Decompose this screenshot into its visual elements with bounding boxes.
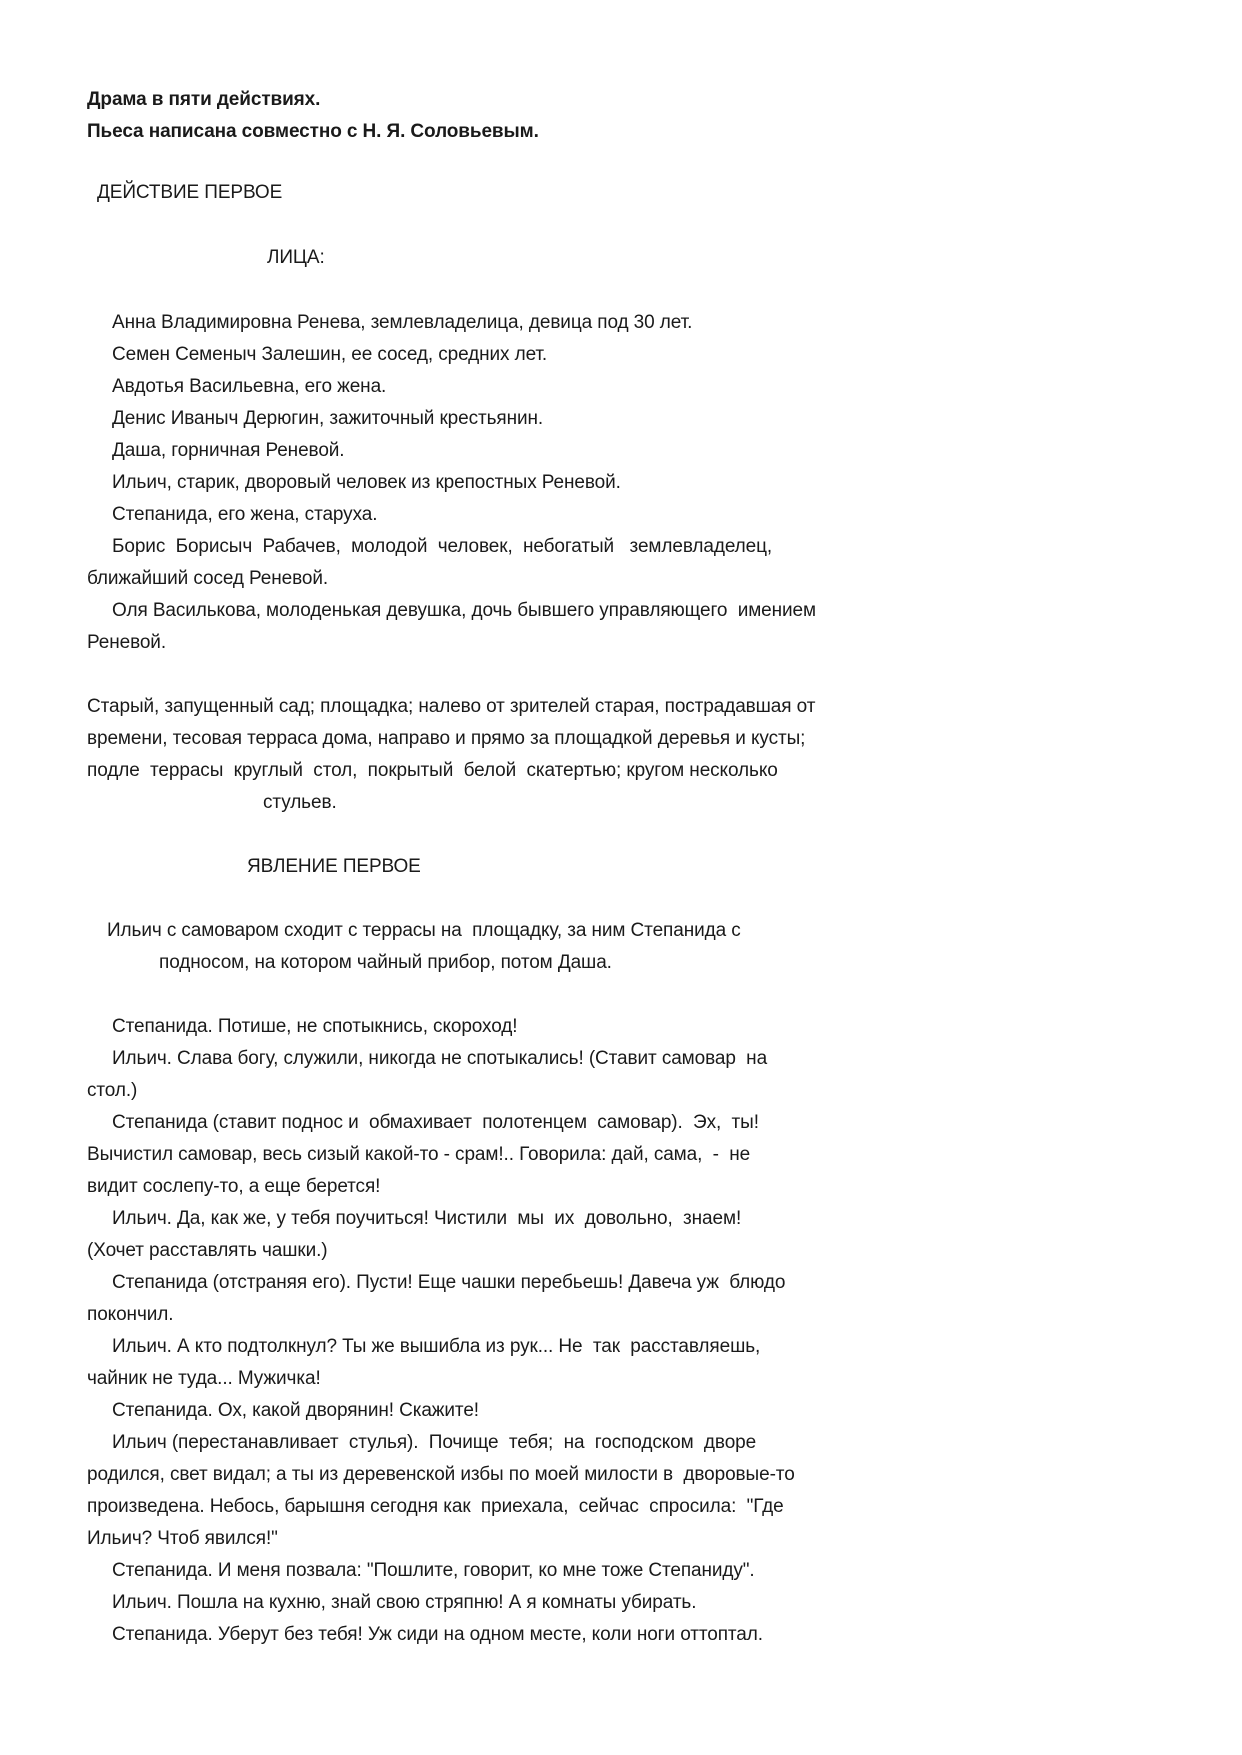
setting-line: времени, тесовая терраса дома, направо и прямо за площадкой деревья и кусты; [87, 728, 806, 749]
dialogue-line: Степанида (ставит поднос и обмахивает полотенцем самовар). Эх, ты! [112, 1112, 759, 1133]
dialogue-line: родился, свет видал; а ты из деревенской избы по моей милости в дворовые-то [87, 1464, 795, 1485]
dialogue-line: Вычистил самовар, весь сизый какой-то - срам!.. Говорила: дай, сама, - не [87, 1144, 751, 1165]
cast-line: Оля Василькова, молоденькая девушка, дочь бывшего управляющего имением [112, 600, 816, 621]
dialogue-line: стол.) [87, 1080, 138, 1101]
dialogue-line: Степанида. Ох, какой дворянин! Скажите! [112, 1400, 479, 1421]
setting-line: подле террасы круглый стол, покрытый белой скатертью; кругом несколько [87, 760, 778, 781]
cast-line: ближайший сосед Реневой. [87, 568, 329, 589]
cast-line: Реневой. [87, 632, 167, 653]
dialogue-line: Степанида. Уберут без тебя! Уж сиди на одном месте, коли ноги оттоптал. [112, 1624, 763, 1645]
cast-line: Семен Семеныч Залешин, ее сосед, средних лет. [112, 344, 548, 365]
dialogue-line: Ильич. Слава богу, служили, никогда не спотыкались! (Ставит самовар на [112, 1048, 768, 1069]
cast-line: Авдотья Васильевна, его жена. [112, 376, 387, 397]
dialogue-line: видит сослепу-то, а еще берется! [87, 1176, 381, 1197]
dialogue-line: Ильич. А кто подтолкнул? Ты же вышибла из рук... Не так расставляешь, [112, 1336, 761, 1357]
stage-direction-line: Ильич с самоваром сходит с террасы на площадку, за ним Степанида с [107, 920, 741, 941]
dialogue-line: чайник не туда... Мужичка! [87, 1368, 321, 1389]
cast-line: Ильич, старик, дворовый человек из крепостных Реневой. [112, 472, 621, 493]
coauthor-note: Пьеса написана совместно с Н. Я. Соловьевым. [87, 121, 539, 142]
cast-title: ЛИЦА: [267, 247, 325, 268]
dialogue-line: Степанида. И меня позвала: "Пошлите, говорит, ко мне тоже Степаниду". [112, 1560, 755, 1581]
setting-line: Старый, запущенный сад; площадка; налево от зрителей старая, пострадавшая от [87, 696, 816, 717]
scene-title: ЯВЛЕНИЕ ПЕРВОЕ [247, 856, 421, 877]
setting-line: стульев. [263, 792, 337, 813]
play-subtitle: Драма в пяти действиях. [87, 89, 321, 110]
dialogue-line: Ильич (перестанавливает стулья). Почище тебя; на господском дворе [112, 1432, 757, 1453]
dialogue-line: Ильич. Да, как же, у тебя поучиться! Чистили мы их довольно, знаем! [112, 1208, 742, 1229]
act-title: ДЕЙСТВИЕ ПЕРВОЕ [97, 182, 283, 203]
cast-line: Анна Владимировна Ренева, землевладелица, девица под 30 лет. [112, 312, 693, 333]
dialogue-line: покончил. [87, 1304, 174, 1325]
dialogue-line: Степанида (отстраняя его). Пусти! Еще чашки перебьешь! Давеча уж блюдо [112, 1272, 786, 1293]
cast-line: Денис Иваныч Дерюгин, зажиточный крестьянин. [112, 408, 544, 429]
cast-line: Степанида, его жена, старуха. [112, 504, 378, 525]
cast-line: Борис Борисыч Рабачев, молодой человек, небогатый землевладелец, [112, 536, 773, 557]
dialogue-line: Ильич? Чтоб явился!" [87, 1528, 278, 1549]
cast-line: Даша, горничная Реневой. [112, 440, 345, 461]
dialogue-line: (Хочет расставлять чашки.) [87, 1240, 328, 1261]
dialogue-line: Степанида. Потише, не спотыкнись, скороход! [112, 1016, 518, 1037]
dialogue-line: произведена. Небось, барышня сегодня как приехала, сейчас спросила: "Где [87, 1496, 784, 1517]
dialogue-line: Ильич. Пошла на кухню, знай свою стряпню! А я комнаты убирать. [112, 1592, 697, 1613]
stage-direction-line: подносом, на котором чайный прибор, потом Даша. [159, 952, 612, 973]
